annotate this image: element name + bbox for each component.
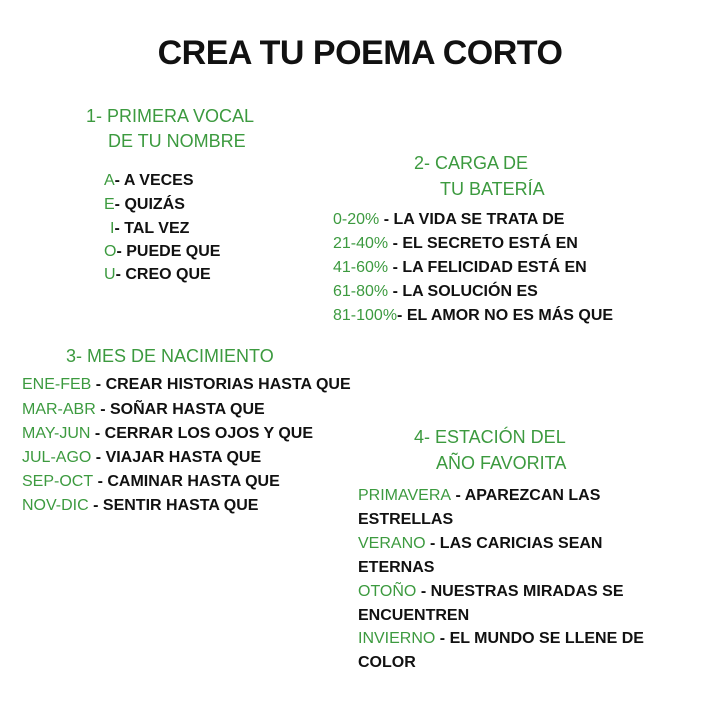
section4-heading-line1: 4- ESTACIÓN DEL [414, 427, 566, 447]
month-item: MAY-JUN - CERRAR LOS OJOS Y QUE [22, 425, 314, 442]
battery-item: 0-20% - LA VIDA SE TRATA DE [333, 211, 565, 228]
battery-value: EL SECRETO ESTÁ EN [402, 235, 578, 252]
season-key: OTOÑO [358, 583, 417, 600]
month-key: NOV-DIC [22, 497, 89, 514]
section1-heading-line2: DE TU NOMBRE [108, 131, 246, 151]
month-key: MAY-JUN [22, 425, 91, 442]
vowel-item: O- PUEDE QUE [104, 243, 221, 260]
month-item: SEP-OCT - CAMINAR HASTA QUE [22, 473, 280, 490]
vowel-item: U- CREO QUE [104, 266, 211, 283]
season-value: NUESTRAS MIRADAS SE ENCUENTREN [358, 583, 624, 624]
battery-key: 81-100% [333, 307, 398, 324]
battery-key: 41-60% [333, 259, 389, 276]
month-item: ENE-FEB - CREAR HISTORIAS HASTA QUE [22, 376, 351, 393]
vowel-key: I [110, 220, 115, 237]
month-key: JUL-AGO [22, 449, 92, 466]
section2-heading-line2: TU BATERÍA [440, 179, 545, 199]
page-title: CREA TU POEMA CORTO [157, 34, 563, 72]
battery-value: LA SOLUCIÓN ES [402, 283, 538, 300]
season-key: INVIERNO [358, 630, 436, 647]
section3-heading: 3- MES DE NACIMIENTO [66, 346, 274, 366]
section4-heading-line2: AÑO FAVORITA [436, 453, 567, 473]
season-value: LAS CARICIAS SEAN ETERNAS [358, 535, 603, 576]
battery-item: 61-80% - LA SOLUCIÓN ES [333, 283, 538, 300]
vowel-key: O [104, 243, 117, 260]
battery-value: EL AMOR NO ES MÁS QUE [406, 307, 614, 324]
month-value: SENTIR HASTA QUE [102, 497, 259, 514]
month-key: SEP-OCT [22, 473, 94, 490]
season-value: EL MUNDO SE LLENE DE COLOR [358, 630, 644, 671]
section1-heading-line1: 1- PRIMERA VOCAL [86, 106, 255, 126]
vowel-item: I- TAL VEZ [110, 220, 190, 237]
battery-key: 0-20% [333, 211, 380, 228]
battery-key: 61-80% [333, 283, 389, 300]
section2-heading-line1: 2- CARGA DE [414, 153, 529, 173]
battery-item: 81-100%- EL AMOR NO ES MÁS QUE [333, 307, 614, 324]
vowel-value: CREO QUE [125, 266, 211, 283]
battery-item: 21-40% - EL SECRETO ESTÁ EN [333, 235, 578, 252]
vowel-key: A [104, 172, 115, 189]
month-value: CREAR HISTORIAS HASTA QUE [105, 376, 351, 393]
season-value: APAREZCAN LAS ESTRELLAS [358, 487, 601, 528]
battery-item: 41-60% - LA FELICIDAD ESTÁ EN [333, 259, 587, 276]
battery-value: LA VIDA SE TRATA DE [393, 211, 565, 228]
season-key: VERANO [358, 535, 426, 552]
vowel-value: TAL VEZ [124, 220, 190, 237]
vowel-item: A- A VECES [104, 172, 194, 189]
vowel-key: E [104, 196, 115, 213]
battery-key: 21-40% [333, 235, 389, 252]
month-value: VIAJAR HASTA QUE [105, 449, 262, 466]
month-item: MAR-ABR - SOÑAR HASTA QUE [22, 401, 265, 418]
month-key: MAR-ABR [22, 401, 96, 418]
month-key: ENE-FEB [22, 376, 92, 393]
season-item: OTOÑO - NUESTRAS MIRADAS SE ENCUENTREN [358, 583, 624, 624]
month-value: CAMINAR HASTA QUE [107, 473, 280, 490]
season-item: INVIERNO - EL MUNDO SE LLENE DE COLOR [358, 630, 644, 671]
vowel-key: U [104, 266, 116, 283]
vowel-item: E- QUIZÁS [104, 196, 185, 213]
season-key: PRIMAVERA [358, 487, 452, 504]
vowel-value: A VECES [123, 172, 194, 189]
vowel-value: PUEDE QUE [126, 243, 221, 260]
month-value: CERRAR LOS OJOS Y QUE [104, 425, 314, 442]
vowel-value: QUIZÁS [124, 196, 185, 213]
month-item: JUL-AGO - VIAJAR HASTA QUE [22, 449, 262, 466]
month-item: NOV-DIC - SENTIR HASTA QUE [22, 497, 259, 514]
season-item: VERANO - LAS CARICIAS SEAN ETERNAS [358, 535, 603, 576]
month-value: SOÑAR HASTA QUE [110, 401, 265, 418]
season-item: PRIMAVERA - APAREZCAN LAS ESTRELLAS [358, 487, 601, 528]
battery-value: LA FELICIDAD ESTÁ EN [402, 259, 587, 276]
